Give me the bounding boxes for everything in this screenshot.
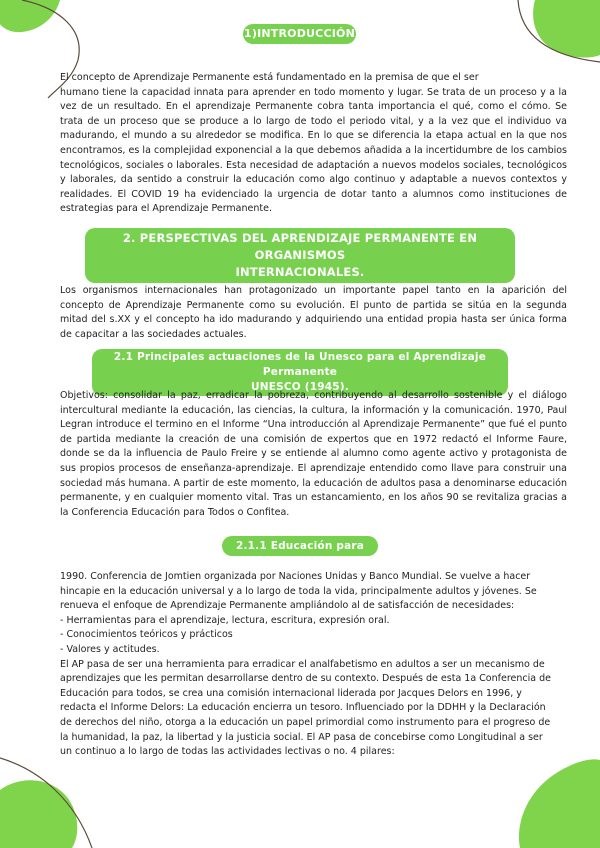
text-line: renueva el enfoque de Aprendizaje Permanente ampliándolo al de satisfacción de necesidades: bbox=[60, 600, 515, 612]
section-1-heading bbox=[243, 24, 356, 44]
education-for-all-paragraph bbox=[60, 570, 567, 760]
text-line: redacta el Informe Delors: La educación encierra un tesoro. Influenciado por la DDHH y la Declaración bbox=[60, 702, 546, 714]
intro-body: humano tiene la capacidad innata para aprender en todo momento y lugar. Se trata de un proceso y a la vez de un resultado. En el aprendizaje Permanente cobra tanta importancia el qué, como el cómo. Se trata de un proceso que se produce a lo largo de todo el periodo vital, y a la vez que el individuo va madurando, el mundo a su alrededor se modifica. En lo que se diferencia la etapa actual en la que nos encontramos, es la complejidad exponencial a la que debemos añadida a la incertidumbre de los cambios tecnológicos, sociales o laborales. Esta necesidad de adaptación a nuevos modelos sociales, tecnológicos y laborales, da sentido a construir la educación como algo continuo y adaptable a nuevos contextos y realidades. El COVID 19 ha evidenciado la urgencia de dotar tanto a alumnos como instituciones de estrategias para el Aprendizaje Permanente. bbox=[60, 86, 567, 215]
perspectives-paragraph: Los organismos internacionales han protagonizado un importante papel tanto en la aparición del concepto de Aprendizaje Permanente como su evolución. El punto de partida se sitúa en la segunda mitad del s.XX y el concepto ha ido madurando y adquiriendo una entidad propia hasta ser única forma de capacitar a las sociedades actuales. bbox=[60, 285, 567, 340]
section-2-1-1-title: 2.1.1 Educación para Todos bbox=[235, 540, 365, 572]
text-line: la humanidad, la paz, la libertad y la justicia social. El AP pasa de concebirse como Longitudinal a ser bbox=[60, 731, 543, 743]
intro-paragraph bbox=[60, 71, 567, 217]
text-line: El AP pasa de ser una herramienta para erradicar el analfabetismo en adultos a ser un mecanismo de bbox=[60, 658, 545, 670]
section-2-heading bbox=[85, 228, 515, 283]
text-line: de derechos del niño, otorga a la educación un papel primordial como instrumento para el progreso de bbox=[60, 716, 551, 728]
section-2-title-line2: INTERNACIONALES. bbox=[235, 265, 365, 279]
list-item: - Valores y actitudes. bbox=[60, 643, 160, 655]
list-item: - Conocimientos teóricos y prácticos bbox=[60, 629, 233, 641]
section-1-title: 1)INTRODUCCIÓN bbox=[244, 27, 355, 40]
text-line: Educación para todos, se crea una comisión internacional liderada por Jacques Delors en 1996, y bbox=[60, 687, 522, 699]
list-item: - Herramientas para el aprendizaje, lectura, escritura, expresión oral. bbox=[60, 614, 390, 626]
section-2-1-1-heading bbox=[222, 536, 378, 572]
unesco-paragraph: Objetivos: consolidar la paz, erradicar la pobreza, contribuyendo al desarrollo sostenible y el diálogo intercultural mediante la educación, las ciencias, la cultura, la información y la comunicación. 1970, Paul Legran introduce el termino en el Informe “Una introducción al Aprendizaje Permanente” que fué el punto de partida mediante la creación de una comisión de expertos que en 1972 redactó el Informe Faure, donde se da la influencia de Paulo Freire y se entiende al alumno como agente activo y protagonista de sus propios procesos de enseñanza-aprendizaje. El aprendizaje entendido como llave para construir una sociedad más humana. A partir de este momento, la educación de adultos pasa a denominarse educación permanente, y en cualquier momento vital. Tras un estancamiento, en los años 90 se revitaliza gracias a la Conferencia Educación para Todos o Confitea. bbox=[60, 390, 567, 518]
section-2-title-line1: 2. PERSPECTIVAS DEL APRENDIZAJE PERMANENTE EN ORGANISMOS bbox=[122, 231, 478, 262]
text-line: aprendizajes que les permitan desarrollarse dentro de su contexto. Después de esta 1a Conferencia de bbox=[60, 673, 551, 685]
text-line: 1990. Conferencia de Jomtien organizada por Naciones Unidas y Banco Mundial. Se vuelve a hacer bbox=[60, 571, 531, 582]
intro-first-line: El concepto de Aprendizaje Permanente está fundamentado en la premisa de que el ser bbox=[60, 72, 479, 83]
text-line: un continuo a lo largo de todas las actividades lectivas o no. 4 pilares: bbox=[60, 746, 395, 758]
section-2-1-title-line2: UNESCO (1945). bbox=[251, 381, 349, 393]
section-2-1-title-line1: 2.1 Principales actuaciones de la Unesco para el Aprendizaje Permanente bbox=[113, 351, 487, 378]
text-line: hincapie en la educación universal y a lo largo de toda la vida, principalmente adultos y jóvenes. Se bbox=[60, 585, 537, 597]
